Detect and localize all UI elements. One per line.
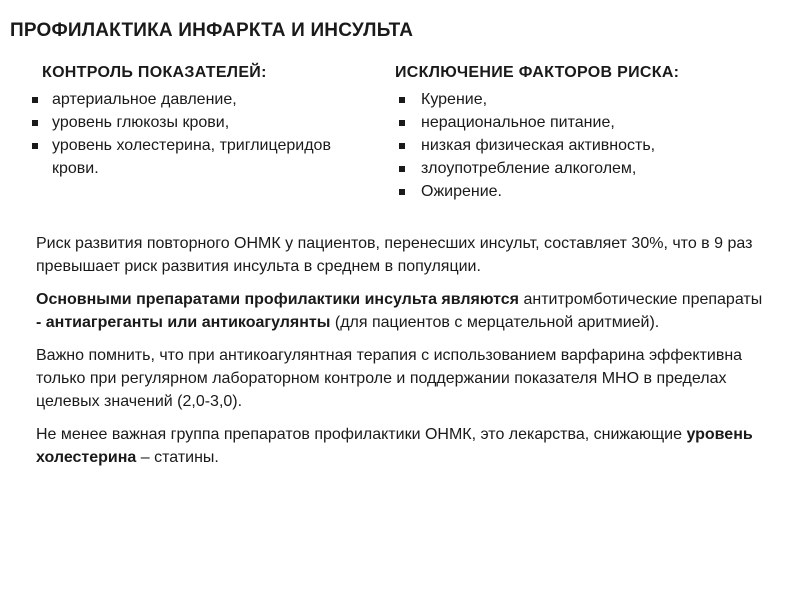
paragraph-main-drugs-bold: Основными препаратами профилактики инсульта являются	[36, 291, 520, 308]
risk-factors-list	[395, 88, 785, 203]
paragraph-statins	[36, 423, 766, 469]
bullet-square-icon	[399, 97, 405, 103]
list-item	[30, 88, 380, 111]
paragraph-main-drugs-text: антитромботические препараты	[519, 291, 763, 308]
list-item-text: артериальное давление,	[52, 91, 237, 108]
list-item	[395, 134, 785, 157]
control-indicators-column	[30, 64, 380, 180]
bullet-square-icon	[399, 120, 405, 126]
page-title: ПРОФИЛАКТИКА ИНФАРКТА И ИНСУЛЬТА	[10, 20, 414, 41]
control-indicators-heading: КОНТРОЛЬ ПОКАЗАТЕЛЕЙ:	[42, 64, 267, 81]
list-item	[30, 134, 380, 180]
paragraph-main-drugs-bold-2: - антиагреганты или антикоагулянты	[36, 314, 331, 331]
list-item-text: Ожирение.	[421, 183, 502, 200]
paragraph-recurrence-risk: Риск развития повторного ОНМК у пациентов, перенесших инсульт, составляет 30%, что в 9 раз превышает риск развития инсульта в среднем в популяции.	[36, 235, 753, 275]
list-item-text: нерациональное питание,	[421, 114, 615, 131]
list-item	[395, 180, 785, 203]
body-text	[36, 232, 766, 479]
risk-factors-heading: ИСКЛЮЧЕНИЕ ФАКТОРОВ РИСКА:	[395, 64, 680, 81]
list-item-text: уровень глюкозы крови,	[52, 114, 230, 131]
bullet-square-icon	[399, 189, 405, 195]
list-item-text: низкая физическая активность,	[421, 137, 656, 154]
list-item	[395, 88, 785, 111]
bullet-square-icon	[32, 143, 38, 149]
bullet-square-icon	[399, 143, 405, 149]
bullet-square-icon	[399, 166, 405, 172]
bullet-square-icon	[32, 120, 38, 126]
bullet-square-icon	[32, 97, 38, 103]
control-indicators-list	[30, 88, 380, 180]
list-item-text: злоупотребление алкоголем,	[421, 160, 637, 177]
paragraph-statins-bold: уровень холестерина	[36, 426, 753, 466]
list-item	[30, 111, 380, 134]
paragraph-statins-end: – статины.	[136, 449, 219, 466]
list-item	[395, 111, 785, 134]
risk-factors-column	[395, 64, 785, 203]
list-item-text: уровень холестерина, триглицеридов крови.	[52, 137, 331, 177]
paragraph-main-drugs-text-2: (для пациентов с мерцательной аритмией).	[330, 314, 660, 331]
list-item-text: Курение,	[421, 91, 488, 108]
list-item	[395, 157, 785, 180]
paragraph-warfarin: Важно помнить, что при антикоагулянтная терапия с использованием варфарина эффективна только при регулярном лабораторном контроле и поддержании показателя МНО в пределах целевых значений (2,0-3,0).	[36, 347, 743, 410]
paragraph-main-drugs	[36, 288, 766, 334]
paragraph-statins-text: Не менее важная группа препаратов профилактики ОНМК, это лекарства, снижающие	[36, 426, 687, 443]
